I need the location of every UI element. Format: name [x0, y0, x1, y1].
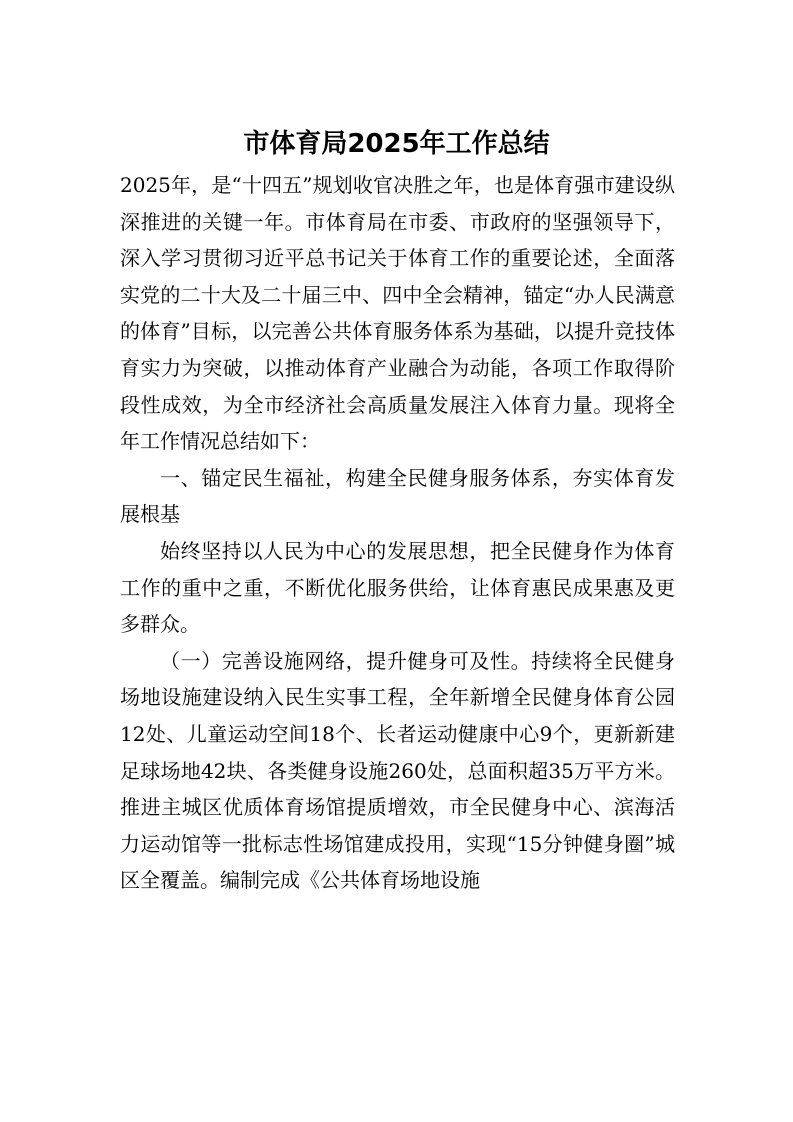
section-heading-1: 一、锚定民生福祉，构建全民健身服务体系，夯实体育发展根基 [120, 465, 675, 527]
intro-paragraph: 2025年，是“十四五”规划收官决胜之年，也是体育强市建设纵深推进的关键一年。市体育局在市委、市政府的坚强领导下，深入学习贯彻习近平总书记关于体育工作的重要论述，全面落实党的二十大及二十届三中、四中全会精神，锚定“办人民满意的体育”目标，以完善公共体育服务体系为基础，以提升竞技体育实力为突破，以推动体育产业融合为动能，各项工作取得阶段性成效，为全市经济社会高质量发展注入体育力量。现将全年工作情况总结如下： [120, 173, 675, 454]
document-body [120, 167, 675, 899]
document-title: 市体育局2025年工作总结 [243, 129, 550, 159]
section-1-paragraph: 始终坚持以人民为中心的发展思想，把全民健身作为体育工作的重中之重，不断优化服务供给，让体育惠民成果惠及更多群众。 [120, 538, 675, 637]
subsection-1-paragraph: （一）完善设施网络，提升健身可及性。持续将全民健身场地设施建设纳入民生实事工程，全年新增全民健身体育公园12处、儿童运动空间18个、长者运动健康中心9个，更新新建足球场地42块、各类健身设施260处，总面积超35万平方米。推进主城区优质体育场馆提质增效，市全民健身中心、滨海活力运动馆等一批标志性场馆建成投用，实现“15分钟健身圈”城区全覆盖。编制完成《公共体育场地设施 [120, 648, 675, 893]
